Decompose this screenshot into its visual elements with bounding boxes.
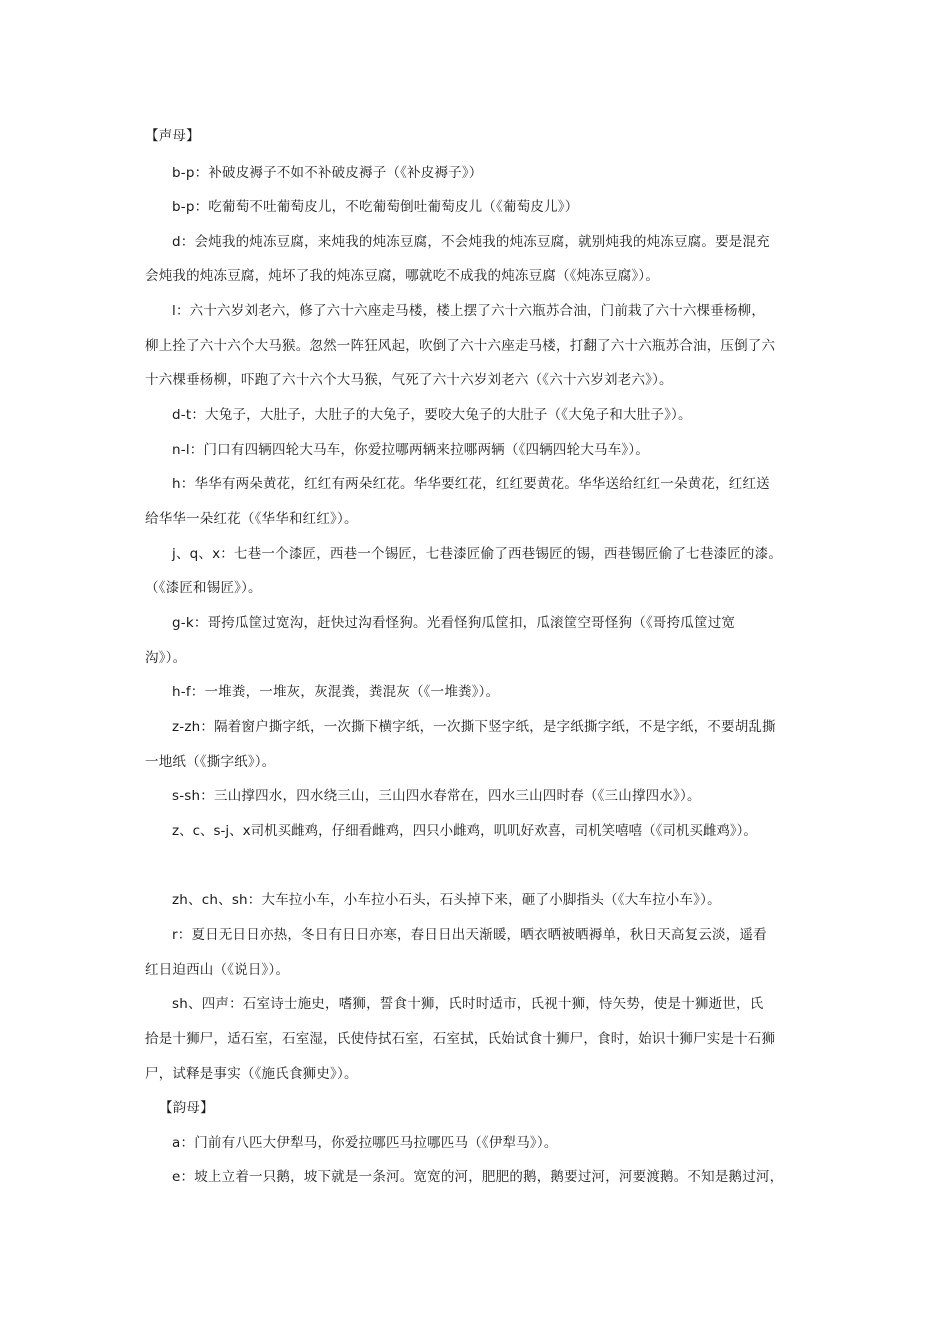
tongue-twister-line: z-zh：隔着窗户撕字纸，一次撕下横字纸，一次撕下竖字纸，是字纸撕字纸，不是字纸，不要胡乱撕 — [172, 719, 776, 735]
tongue-twister-line: （《漆匠和锡匠》）。 — [145, 580, 262, 596]
tongue-twister-line: h：华华有两朵黄花，红红有两朵红花。华华要红花，红红要黄花。华华送给红红一朵黄花，红红送 — [172, 476, 770, 492]
tongue-twister-line: g-k：哥挎瓜筐过宽沟，赶快过沟看怪狗。光看怪狗瓜筐扣，瓜滚筐空哥怪狗（《哥挎瓜筐过宽 — [172, 615, 736, 631]
tongue-twister-line: e：坡上立着一只鹅，坡下就是一条河。宽宽的河，肥肥的鹅，鹅要过河，河要渡鹅。不知是鹅过河， — [172, 1169, 784, 1185]
tongue-twister-line: l：六十六岁刘老六，修了六十六座走马楼，楼上摆了六十六瓶苏合油，门前栽了六十六棵垂杨柳， — [172, 303, 766, 319]
tongue-twister-line: zh、ch、sh：大车拉小车，小车拉小石头，石头掉下来，砸了小脚指头（《大车拉小车》）。 — [172, 892, 721, 908]
tongue-twister-line: 一地纸（《撕字纸》）。 — [145, 754, 276, 770]
tongue-twister-line: 柳上拴了六十六个大马猴。忽然一阵狂风起，吹倒了六十六座走马楼，打翻了六十六瓶苏合油，压倒了六 — [145, 338, 776, 354]
tongue-twister-line: 十六棵垂杨柳，吓跑了六十六个大马猴，气死了六十六岁刘老六（《六十六岁刘老六》）。 — [145, 372, 673, 388]
tongue-twister-line: 沟》）。 — [145, 650, 187, 666]
tongue-twister-line: d：会炖我的炖冻豆腐，来炖我的炖冻豆腐，不会炖我的炖冻豆腐，就别炖我的炖冻豆腐。要是混充 — [172, 234, 770, 250]
tongue-twister-line: 拾是十狮尸，适石室，石室湿，氏使侍拭石室，石室拭，氏始试食十狮尸，食时，始识十狮尸实是十石狮 — [145, 1031, 776, 1047]
tongue-twister-line: 会炖我的炖冻豆腐，炖坏了我的炖冻豆腐，哪就吃不成我的炖冻豆腐（《炖冻豆腐》）。 — [145, 268, 660, 284]
tongue-twister-line: 红日迫西山（《说日》）。 — [145, 962, 290, 978]
section-heading-yunmu: 【韵母】 — [159, 1100, 214, 1116]
tongue-twister-line: n-l：门口有四辆四轮大马车，你爱拉哪两辆来拉哪两辆（《四辆四轮大马车》）。 — [172, 442, 650, 458]
tongue-twister-line: z、c、s-j、x司机买雌鸡，仔细看雌鸡，四只小雌鸡，叽叽好欢喜，司机笑嘻嘻（《司机买雌鸡》）。 — [172, 823, 757, 839]
tongue-twister-line: 给华华一朵红花（《华华和红红》）。 — [145, 511, 358, 527]
tongue-twister-line: 尸，试释是事实（《施氏食狮史》）。 — [145, 1066, 358, 1082]
tongue-twister-line: r：夏日无日日亦热，冬日有日日亦寒，春日日出天渐暖，晒衣晒被晒褥单，秋日天高复云淡，遥看 — [172, 927, 767, 943]
section-heading-shengmu: 【声母】 — [145, 128, 200, 144]
tongue-twister-line: s-sh：三山撑四水，四水绕三山，三山四水春常在，四水三山四时春（《三山撑四水》）。 — [172, 788, 701, 804]
tongue-twister-line: sh、四声：石室诗士施史，嗜狮，誓食十狮，氏时时适市，氏视十狮，恃矢势，使是十狮逝世，氏 — [172, 996, 764, 1012]
tongue-twister-line: h-f：一堆粪，一堆灰，灰混粪，粪混灰（《一堆粪》）。 — [172, 684, 500, 700]
tongue-twister-line: a：门前有八匹大伊犁马，你爱拉哪匹马拉哪匹马（《伊犁马》）。 — [172, 1135, 558, 1151]
tongue-twister-line: b-p：补破皮褥子不如不补破皮褥子（《补皮褥子》） — [172, 165, 483, 181]
tongue-twister-line: j、q、x：七巷一个漆匠，西巷一个锡匠，七巷漆匠偷了西巷锡匠的锡，西巷锡匠偷了七巷漆匠的漆。 — [172, 546, 783, 562]
tongue-twister-line: b-p：吃葡萄不吐葡萄皮儿，不吃葡萄倒吐葡萄皮儿（《葡萄皮儿》） — [172, 199, 579, 215]
tongue-twister-line: d-t：大兔子，大肚子，大肚子的大兔子，要咬大兔子的大肚子（《大兔子和大肚子》）。 — [172, 407, 692, 423]
